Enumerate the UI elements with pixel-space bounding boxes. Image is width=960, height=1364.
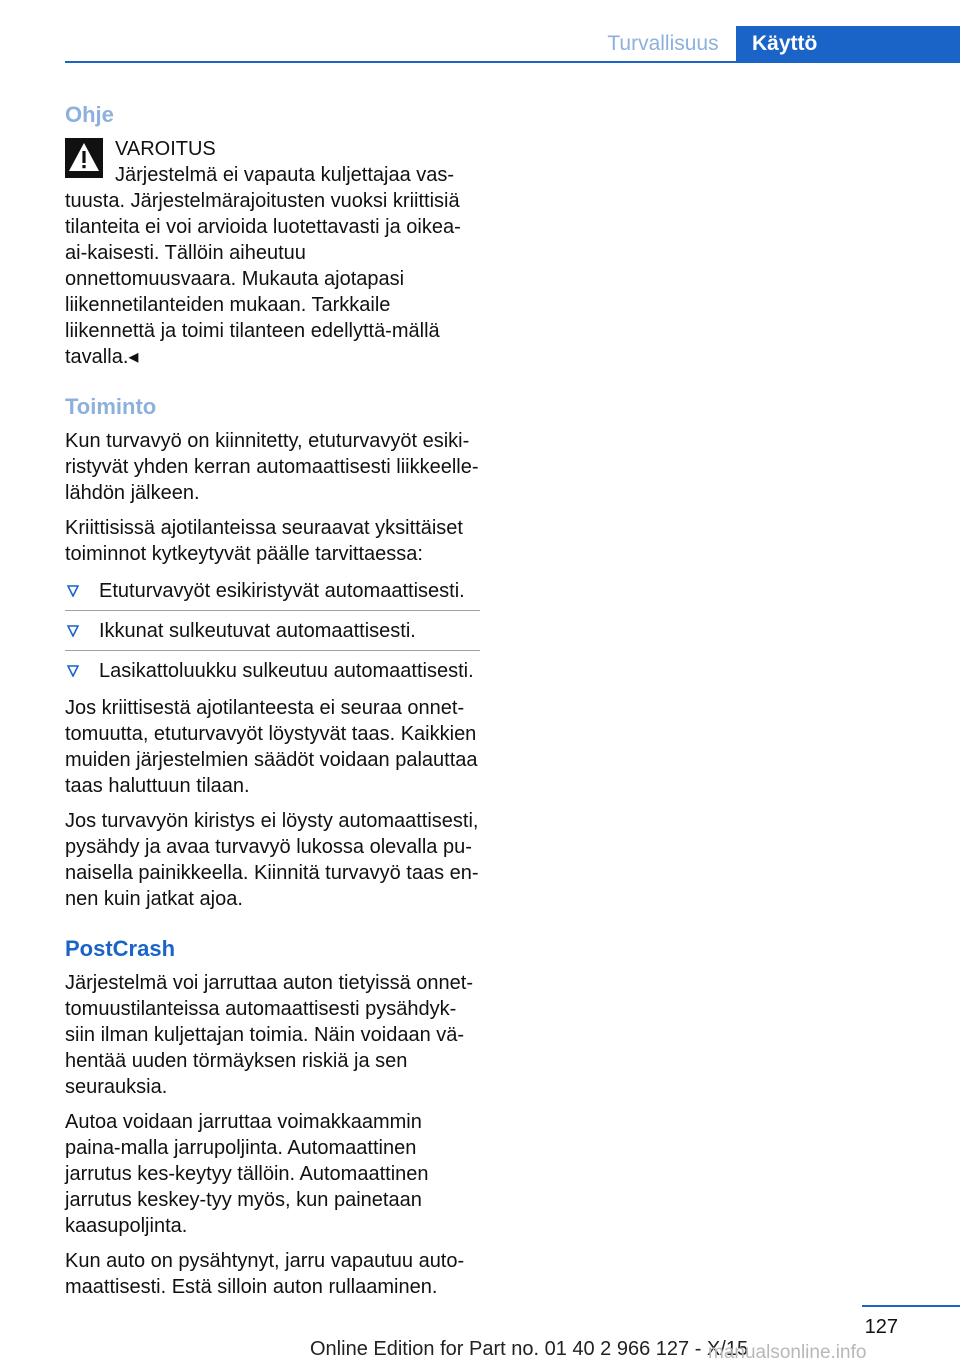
tab-kaytto[interactable]: Käyttö [736,26,960,62]
warning-block [65,136,480,370]
list-item [65,656,480,690]
triangle-bullet-icon [67,625,79,637]
paragraph: Jos turvavyön kiristys ei löysty automaattisesti, pysähdy ja avaa turvavyö lukossa olevalla pu-naisella painikkeella. Kiinnitä turvavyö taas en-nen kuin jatkat ajoa. [65,810,479,910]
main-content [65,100,480,1309]
list-item-text: Lasikattoluukku sulkeutuu automaattisesti. [99,660,474,682]
warning-icon [65,138,103,178]
paragraph: Järjestelmä voi jarruttaa auton tietyissä onnet-tomuustilanteissa automaattisesti pysähdyk-siin ilman kuljettajan toimia. Näin voidaan vä-hentää uuden törmäyksen riskiä ja sen seurauksia. [65,972,473,1098]
section-title-ohje: Ohje [65,102,114,127]
tab-turvallisuus[interactable]: Turvallisuus [607,32,719,55]
edition-text: Online Edition for Part no. 01 40 2 966 127 - X/15 [310,1338,749,1360]
paragraph: Kun auto on pysähtynyt, jarru vapautuu auto-maattisesti. Estä silloin auton rullaaminen. [65,1250,465,1298]
warning-label: VAROITUS [115,138,216,160]
list-item-text: Ikkunat sulkeutuvat automaattisesti. [99,620,416,642]
paragraph: Kriittisissä ajotilanteissa seuraavat yksittäiset toiminnot kytkeytyvät päälle tarvittaessa: [65,517,463,565]
list-item [65,576,480,611]
paragraph: Jos kriittisestä ajotilanteesta ei seuraa onnet-tomuutta, etuturvavyöt löystyvät taas. Kaikkien muiden järjestelmien säädöt voidaan palauttaa taas haluttuun tilaan. [65,697,478,797]
triangle-bullet-icon [67,665,79,677]
section-title-postcrash: PostCrash [65,936,176,961]
paragraph: Autoa voidaan jarruttaa voimakkaammin paina-malla jarrupoljinta. Automaattinen jarrutus kes-keytyy tällöin. Automaattinen jarrutus keskey-tyy myös, kun painetaan kaasupoljinta. [65,1111,429,1237]
footer-rule [862,1305,960,1307]
triangle-bullet-icon [67,585,79,597]
warning-first-line: Järjestelmä ei vapauta kuljettajaa vas- [115,164,455,186]
warning-text: tuusta. Järjestelmärajoitusten vuoksi kriittisiä tilanteita ei voi arvioida luotettavasti ja oikea-ai-kaisesti. Tällöin aiheutuu onnettomuusvaara. Mukauta ajotapasi liikennetilanteiden mukaan. Tarkkaile liikennettä ja toimi tilanteen edellyttä-mällä tavalla.◂ [65,190,461,368]
section-title-toiminto: Toiminto [65,394,157,419]
paragraph: Kun turvavyö on kiinnitetty, etuturvavyöt esiki-ristyvät yhden kerran automaattisesti liikkeelle-lähdön jälkeen. [65,430,479,504]
list-item [65,616,480,651]
bullet-list [65,576,480,690]
page-number: 127 [864,1316,898,1338]
list-item-text: Etuturvavyöt esikiristyvät automaattisesti. [99,580,465,602]
watermark: manualsonline.info [708,1342,867,1363]
header-rule [65,61,960,63]
